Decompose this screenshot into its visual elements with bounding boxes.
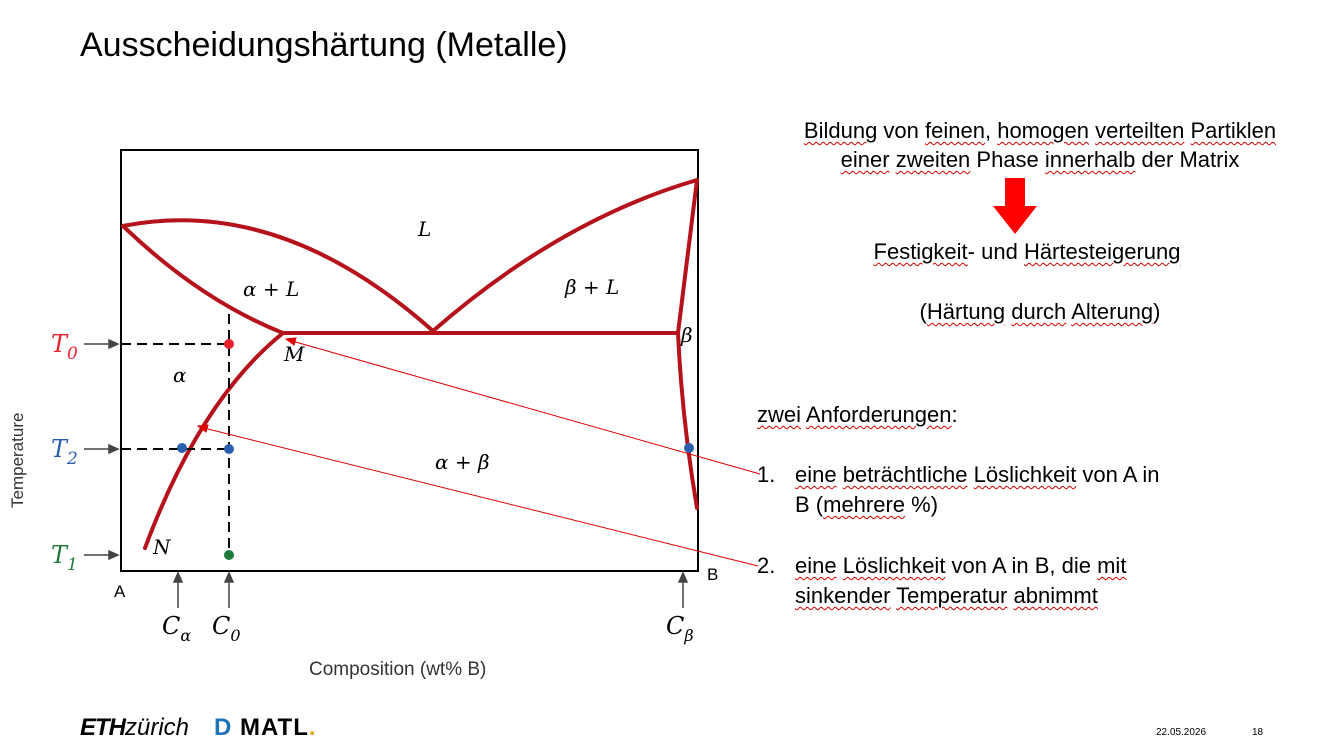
- point-t2-beta: [684, 443, 694, 453]
- label-T2: $T_2$: [51, 435, 78, 469]
- label-M: M: [284, 342, 305, 366]
- point-t2-c0: [224, 444, 234, 454]
- red-down-arrow-icon: [993, 178, 1037, 234]
- label-alpha: α: [173, 363, 187, 387]
- point-t2-solvus: [177, 443, 187, 453]
- result-text: Festigkeit- und Härtesteigerung: [873, 239, 1181, 264]
- statement-line-2: einer zweiten Phase innerhalb der Matrix: [840, 147, 1240, 172]
- requirement-1-line-2: B (mehrere %): [795, 492, 939, 517]
- label-beta-L: β + L: [565, 275, 620, 299]
- point-t0-c0: [224, 339, 234, 349]
- solvus-alpha: [145, 333, 283, 548]
- requirements-heading: zwei Anforderungen:: [757, 402, 958, 427]
- requirement-2-line-2: sinkender Temperatur abnimmt: [795, 583, 1098, 608]
- requirement-1-line-1: eine beträchtliche Löslichkeit von A in: [795, 462, 1160, 487]
- label-T1: $T_1$: [51, 541, 78, 575]
- label-N: N: [153, 535, 171, 559]
- corner-A: A: [114, 582, 126, 601]
- liquidus-beta: [433, 180, 697, 331]
- requirement-2-line-1: eine Löslichkeit von A in B, die mit: [795, 553, 1127, 578]
- label-alpha-L: α + L: [243, 277, 300, 301]
- slide-date: 22.05.2026: [1156, 727, 1207, 738]
- y-axis-label: Temperature: [8, 412, 27, 508]
- slide-title: Ausscheidungshärtung (Metalle): [80, 26, 568, 64]
- corner-B: B: [707, 565, 719, 584]
- dmatl-logo: D MATL.: [214, 714, 317, 741]
- pointer-line-2: [204, 428, 758, 566]
- pointer-line-1: [292, 341, 760, 474]
- label-beta: β: [681, 323, 693, 347]
- label-Ca: $C_\alpha$: [162, 612, 192, 645]
- label-C0: $C_0$: [212, 612, 241, 645]
- label-Cb: $C_\beta$: [666, 612, 694, 645]
- x-axis-label: Composition (wt% B): [309, 659, 487, 680]
- solvus-beta: [678, 333, 697, 508]
- point-t1-c0: [224, 550, 234, 560]
- liquidus-alpha-upper: [123, 220, 433, 331]
- label-L: L: [418, 217, 432, 241]
- slide-number: 18: [1252, 727, 1264, 738]
- requirement-1-number: 1.: [757, 462, 776, 487]
- label-alpha-beta: α + β: [435, 450, 490, 474]
- aging-text: (Härtung durch Alterung): [919, 299, 1161, 324]
- requirement-2-number: 2.: [757, 553, 776, 578]
- statement-line-1: Bildung von feinen, homogen verteilten Partiklen: [803, 118, 1277, 143]
- label-T0: $T_0$: [51, 330, 78, 364]
- solidus-beta: [678, 180, 697, 333]
- eth-zurich-logo: ETHzürich: [80, 714, 190, 741]
